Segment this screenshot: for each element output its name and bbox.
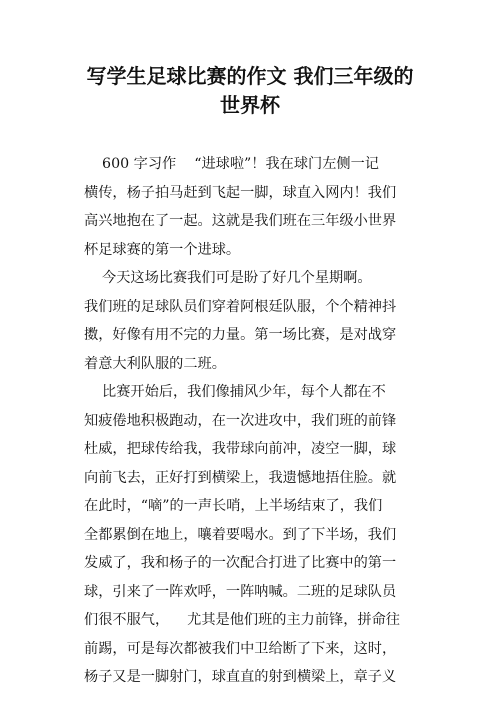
- body-text-line: 600 字习作 “进球啦”！我在球门左侧一记: [84, 156, 379, 172]
- body-text-line: 高兴地抱在了一起。这就是我们班在三年级小世界: [84, 213, 397, 229]
- body-text-line: 我们班的足球队员们穿着阿根廷队服，个个精神抖: [84, 298, 397, 315]
- body-text-line: 前踢，可是每次都被我们中卫给断了下来，这时，: [84, 640, 397, 657]
- body-text-line: 球，引来了一阵欢呼，一阵呐喊。二班的足球队员: [84, 583, 397, 600]
- body-text-line: 全都累倒在地上，嚷着要喝水。到了下半场，我们: [84, 526, 397, 543]
- body-text-line: 杨子又是一脚射门，球直直的射到横梁上，章子义: [84, 669, 397, 685]
- body-text-line: 们很不服气， 尤其是他们班的主力前锋，拼命往: [84, 612, 400, 628]
- article-body: [84, 150, 424, 692]
- body-text-line: 着意大利队服的二班。: [84, 355, 226, 372]
- body-text-line: 知疲倦地积极跑动，在一次进攻中，我们班的前锋: [84, 412, 397, 429]
- body-text-line: 比赛开始后，我们像捕风少年，每个人都在不: [84, 384, 386, 400]
- body-text-line: 发威了，我和杨子的一次配合打进了比赛中的第一: [84, 555, 397, 571]
- body-text-line: 向前飞去，正好打到横梁上，我遗憾地捂住脸。就: [84, 469, 397, 486]
- body-text-line: 今天这场比赛我们可是盼了好几个星期啊。: [84, 270, 372, 286]
- body-text-line: 杜威，把球传给我，我带球向前冲，凌空一脚，球: [84, 441, 397, 457]
- document-title-line-1: 写学生足球比赛的作文 我们三年级的: [86, 64, 414, 88]
- body-text-line: 在此时，“嘀”的一声长哨，上半场结束了，我们: [84, 498, 383, 514]
- body-text-line: 擞，好像有用不完的力量。第一场比赛，是对战穿: [84, 327, 397, 343]
- body-text-line: 杯足球赛的第一个进球。: [84, 241, 241, 258]
- body-text-line: 横传，杨子拍马赶到飞起一脚，球直入网内！我们: [84, 184, 397, 201]
- document-title-line-2: 世界杯: [220, 93, 280, 117]
